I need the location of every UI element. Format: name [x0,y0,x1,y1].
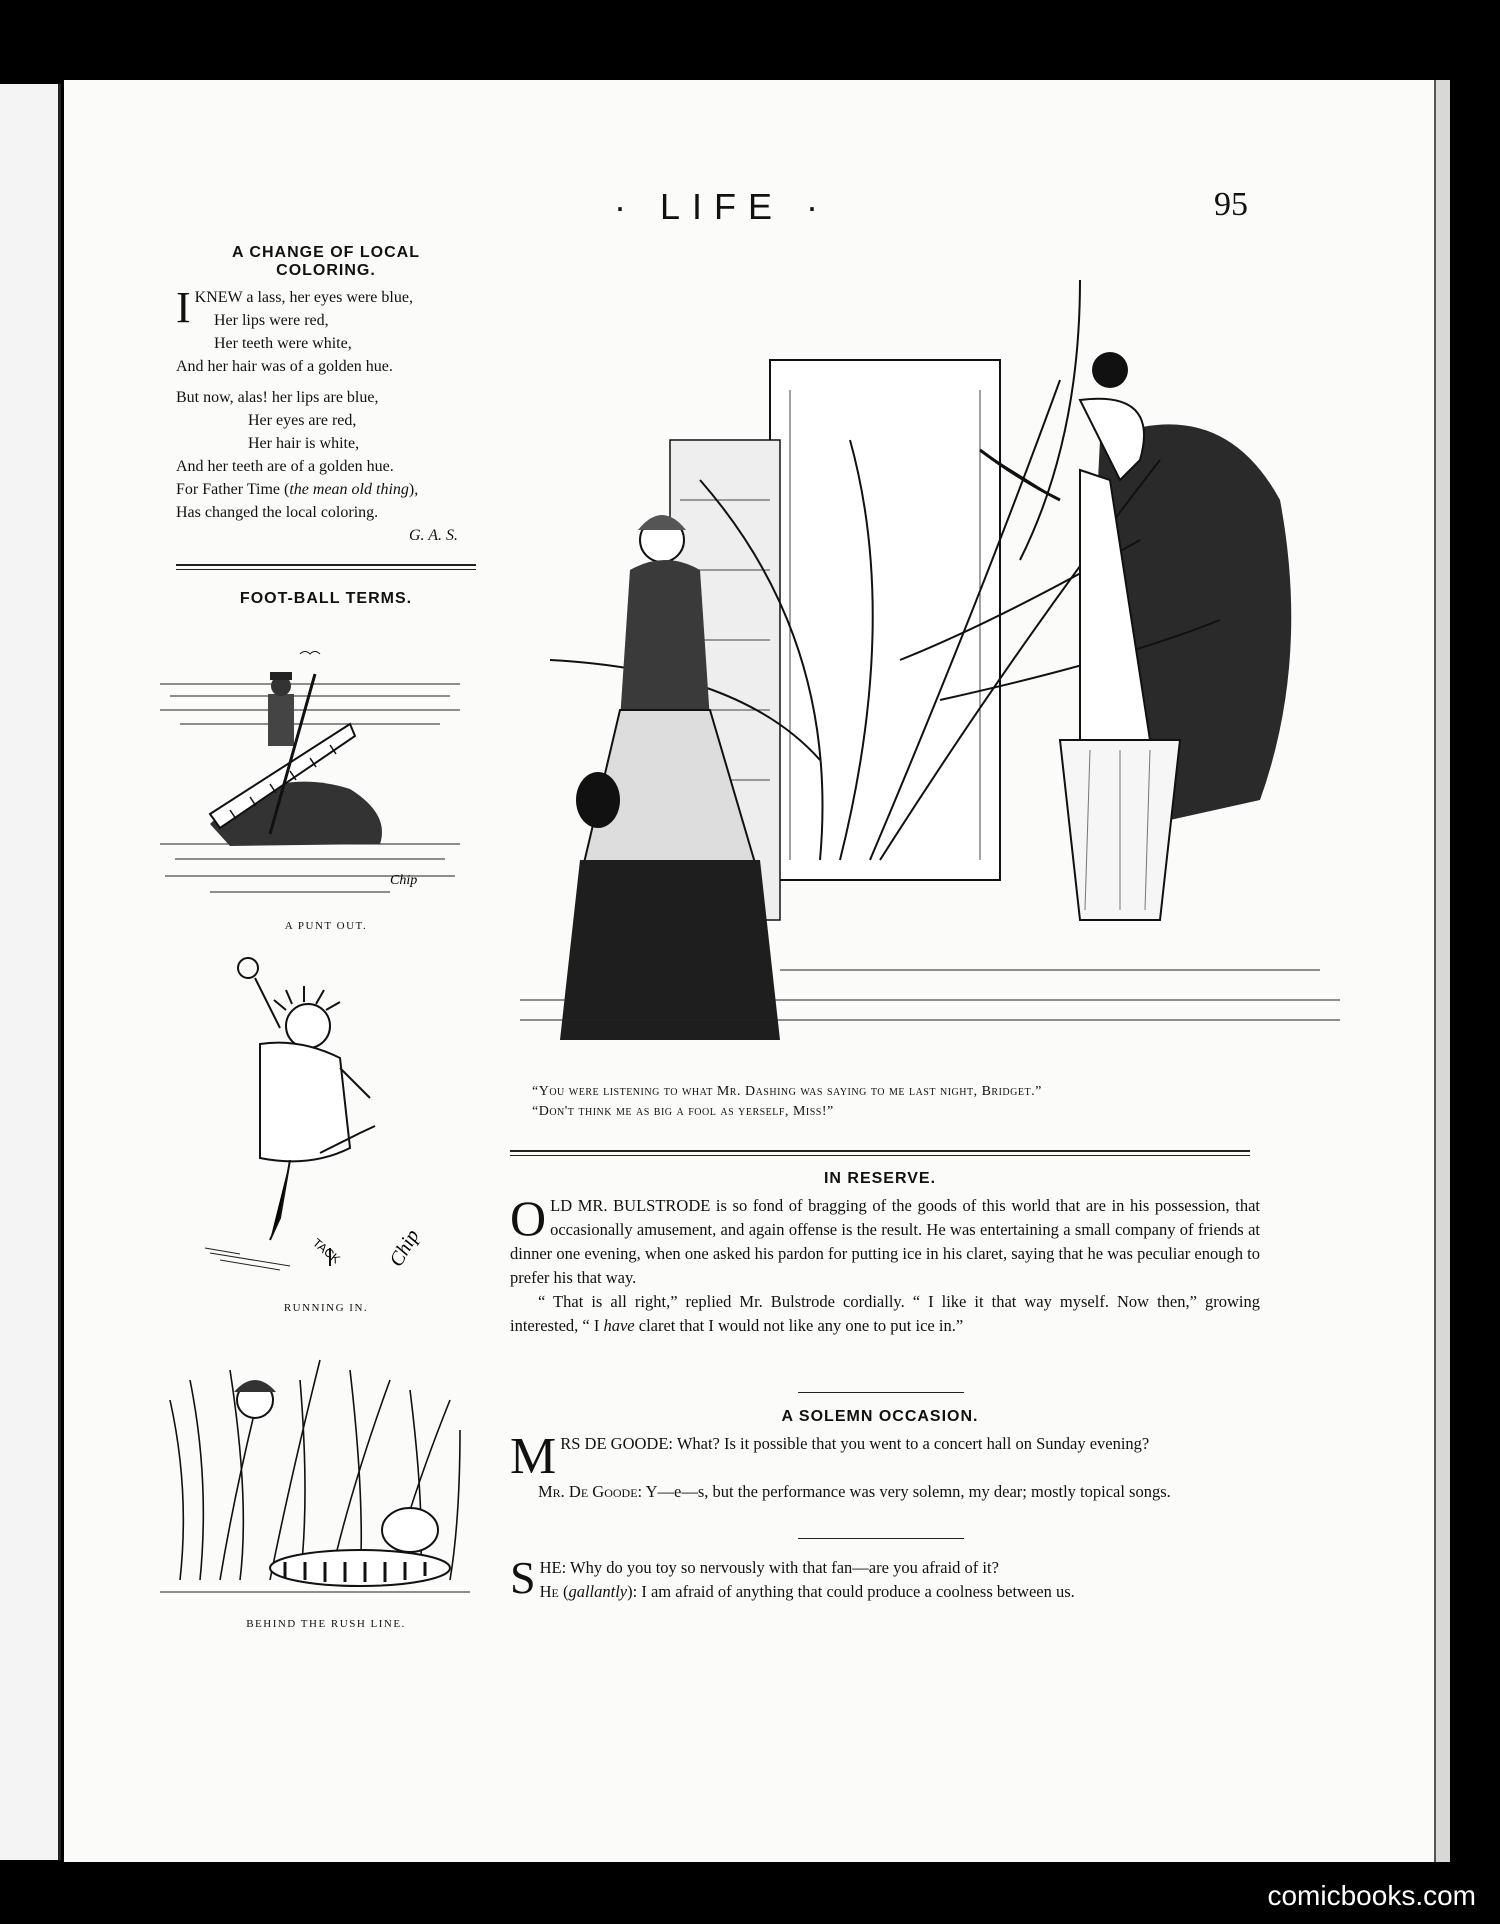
page-edge [1434,80,1450,1862]
poem-line: Her hair is white, [248,435,360,452]
caption-line: “Don't think me as big a fool as yerself, Miss!” [532,1104,834,1119]
poem-line: Has changed the local coloring. [176,504,379,521]
poem-block [176,244,476,547]
poem-line: Her lips were red, [214,312,329,329]
rush-line-illustration [160,1340,470,1610]
reserve-paragraph: LD MR. BULSTRODE is so fond of bragging of the goods of this world that are in his possession, that occasionally amusement, and again offense is the result. He was entertaining a small company of friends at dinner one evening, when one asked his pardon for putting ice in his claret, saying that he was peculiar enough to prefer his that way. [510,1196,1260,1287]
speaker: He [539,1582,559,1601]
poem-title [176,244,476,280]
text-italic: have [603,1316,635,1335]
caption-running: RUNNING IN. [283,1302,369,1314]
poem-line-italic: the mean old thing [289,481,409,498]
caption-punt: A PUNT OUT. [284,920,368,932]
main-illustration [520,240,1340,1080]
poem-line-part: ), [408,481,419,498]
poem-line: And her teeth are of a golden hue. [176,458,394,475]
divider [176,564,476,570]
short-rule [798,1392,964,1393]
poem-line: But now, alas! her lips are blue, [176,389,379,406]
poem-line: Her eyes are red, [248,412,357,429]
poem-line: Her teeth were white, [214,335,352,352]
text-part: “ That is all right,” replied Mr. Bulstrode cordially. “ I like it that way myself. Now then,” growing interested, “ I [510,1292,1260,1335]
caption-rush-line: BEHIND THE RUSH LINE. [246,1618,406,1630]
reserve-paragraph-2 [510,1290,1260,1338]
poem-title-line: A CHANGE OF LOCAL [232,244,420,261]
solemn-title: A SOLEMN OCCASION. [781,1408,979,1425]
caption-line: “You were listening to what Mr. Dashing was saying to me last night, Bridget.” [532,1084,1042,1099]
poem-line-part: For Father Time ( [176,481,290,498]
speaker: Mr. De Goode: [538,1482,643,1501]
she-line-2: He (gallantly): I am afraid of anything that could produce a coolness between us. [539,1582,1075,1601]
text-part: claret that I would not like any one to put ice in.” [634,1316,964,1335]
page-number: 95 [1214,186,1248,223]
masthead: · LIFE · [614,186,831,227]
drop-cap: I [176,283,191,332]
watermark: comicbooks.com [1267,1880,1476,1911]
punt-illustration [150,614,470,914]
illustration-caption [510,1082,1260,1122]
drop-cap: S [510,1552,536,1603]
svg-text:Chip: Chip [385,1225,424,1271]
short-rule [798,1538,964,1539]
reserve-article [510,1190,1260,1338]
football-title: FOOT-BALL TERMS. [239,590,413,607]
divider [510,1150,1250,1156]
running-illustration [200,948,460,1288]
poem-line: KNEW a lass, her eyes were blue, [194,289,413,306]
solemn-line: RS DE GOODE: What? Is it possible that you went to a concert hall on Sunday evening? [560,1434,1150,1453]
svg-text:Chip: Chip [390,873,418,888]
solemn-article [510,1428,1260,1504]
poem-line: And her hair was of a golden hue. [176,358,393,375]
poem-line [176,478,476,501]
drop-cap: O [510,1190,547,1246]
reserve-title: IN RESERVE. [823,1170,937,1187]
solemn-line-2 [510,1480,1260,1504]
text-part: Y—e—s, but the performance was very solemn, my dear; mostly topical songs. [642,1482,1171,1501]
text-part: : I am afraid of anything that could produce a coolness between us. [632,1582,1075,1601]
text-italic: gallantly [568,1582,628,1601]
poem-text [176,283,476,547]
she-he-article [510,1552,1260,1604]
drop-cap: M [510,1428,557,1485]
tack-label: TACK [310,1235,343,1267]
she-line: HE: Why do you toy so nervously with that fan—are you afraid of it? [539,1558,999,1577]
poem-signature: G. A. S. [408,527,458,544]
previous-page-edge [0,84,61,1860]
poem-title-line: COLORING. [276,262,376,279]
